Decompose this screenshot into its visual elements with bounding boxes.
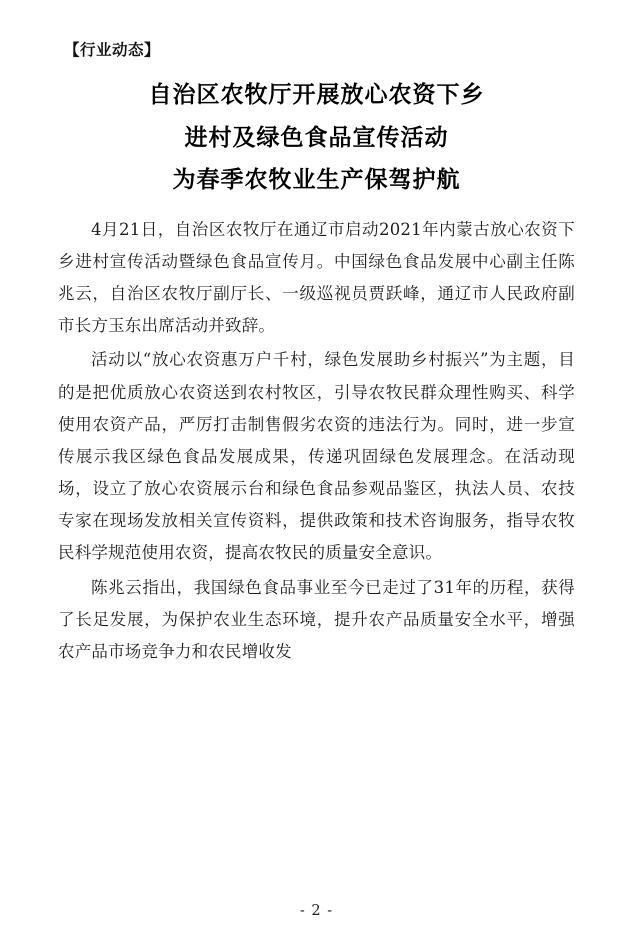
title-line-1: 自治区农牧厅开展放心农资下乡 (148, 81, 485, 108)
body-paragraph: 4月21日，自治区农牧厅在通辽市启动2021年内蒙古放心农资下乡进村宣传活动暨绿色食品宣传月。中国绿色食品发展中心副主任陈兆云，自治区农牧厅副厅长、一级巡视员贾跃峰，通辽市人民政府副市长方玉东出席活动并致辞。 (58, 219, 575, 336)
title-line-3: 为春季农牧业生产保驾护航 (172, 166, 461, 194)
document-title (58, 74, 575, 202)
document-body (58, 214, 575, 668)
body-paragraph: 陈兆云指出，我国绿色食品事业至今已走过了31年的历程，获得了长足发展，为保护农业生态环境，提升农产品质量安全水平，增强农产品市场竞争力和农民增收发 (58, 577, 575, 661)
category-tag: 【行业动态】 (64, 40, 161, 59)
body-paragraph: 活动以“放心农资惠万户千村，绿色发展助乡村振兴”为主题，目的是把优质放心农资送到农村牧区，引导农牧民群众理性购买、科学使用农资产品，严厉打击制售假劣农资的违法行为。同时，进一步宣传展示我区绿色食品发展成果，传递巩固绿色发展理念。在活动现场，设立了放心农资展示台和绿色食品参观品鉴区，执法人员、农技专家在现场发放相关宣传资料，提供政策和技术咨询服务，指导农牧民科学规范使用农资，提高农牧民的质量安全意识。 (58, 350, 575, 563)
title-line-2: 进村及绿色食品宣传活动 (184, 123, 449, 151)
page-number: - 2 - (299, 903, 334, 919)
